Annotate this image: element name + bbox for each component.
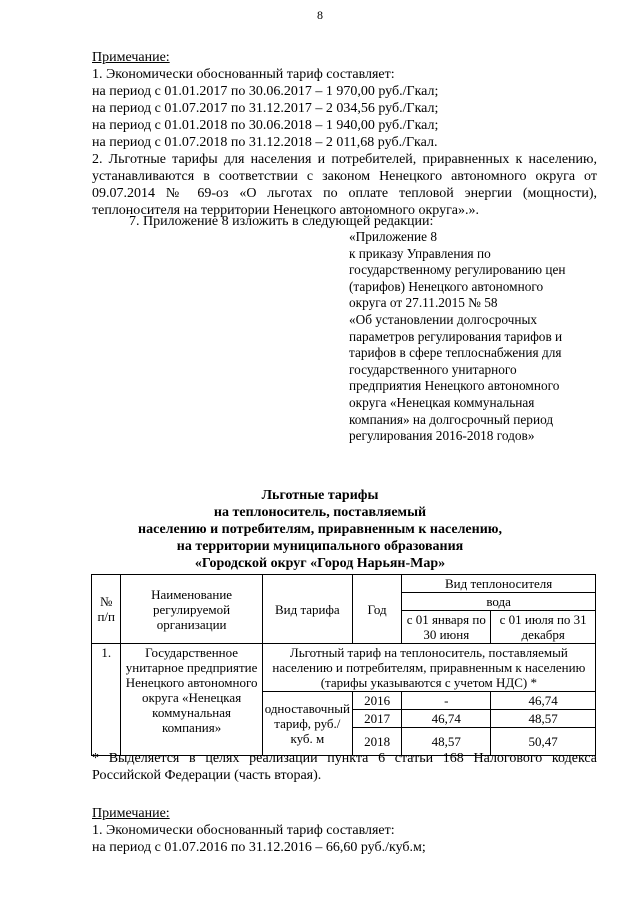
- header-org: Наименование регулируемой организации: [121, 575, 262, 644]
- tariff-table: [91, 574, 596, 756]
- title-line: населению и потребителям, приравненным к населению,: [138, 522, 502, 537]
- title-line: на территории муниципального образования: [176, 539, 464, 554]
- tariff-type: одноставочный тариф, руб./куб. м: [262, 692, 352, 756]
- header-tariff-type: Вид тарифа: [262, 575, 352, 644]
- appendix-line: «Об установлении долгосрочных: [349, 311, 538, 327]
- year-cell: 2017: [353, 710, 402, 728]
- point-7: 7. Приложение 8 изложить в следующей редакции:: [129, 214, 434, 229]
- note2-period: на период с 01.07.2016 по 31.12.2016 – 66,60 руб./куб.м;: [92, 840, 426, 855]
- header-period-1: с 01 января по 30 июня: [402, 611, 491, 644]
- appendix-line: округа от 27.11.2015 № 58: [349, 295, 498, 311]
- period-line-4: на период с 01.07.2018 по 31.12.2018 – 2 011,68 руб./Гкал.: [92, 135, 438, 150]
- appendix-line: компания» на долгосрочный период: [349, 411, 554, 427]
- appendix-line: предприятия Ненецкого автономного: [349, 378, 560, 394]
- table-title: [0, 487, 640, 572]
- title-line: Льготные тарифы: [261, 488, 379, 503]
- year-cell: 2018: [353, 728, 402, 756]
- appendix-line: регулирования 2016-2018 годов»: [349, 428, 535, 444]
- period-line-1: на период с 01.01.2017 по 30.06.2017 – 1 970,00 руб./Гкал;: [92, 84, 439, 99]
- value-cell: 46,74: [491, 692, 596, 710]
- row-number: 1.: [92, 644, 121, 756]
- header-year: Год: [353, 575, 402, 644]
- appendix-line: округа «Ненецкая коммунальная: [349, 394, 535, 410]
- appendix-line: параметров регулирования тарифов и: [349, 328, 563, 344]
- header-num: № п/п: [92, 575, 121, 644]
- value-cell: -: [402, 692, 491, 710]
- value-cell: 46,74: [402, 710, 491, 728]
- value-cell: 48,57: [402, 728, 491, 756]
- header-carrier: Вид теплоносителя: [402, 575, 596, 593]
- header-period-2: с 01 июля по 31 декабря: [491, 611, 596, 644]
- period-line-3: на период с 01.01.2018 по 30.06.2018 – 1 940,00 руб./Гкал;: [92, 118, 439, 133]
- appendix-line: тарифов в сфере теплоснабжения для: [349, 345, 562, 361]
- value-cell: 50,47: [491, 728, 596, 756]
- tariff-description: Льготный тариф на теплоноситель, поставляемый населению и потребителям, приравненным к населению (тарифы указываются с учетом НДС) *: [262, 644, 595, 692]
- organization-name: Государственное унитарное предприятие Ненецкого автономного округа «Ненецкая коммунальная компания»: [121, 644, 262, 756]
- note-item-1: 1. Экономически обоснованный тариф составляет:: [92, 67, 395, 82]
- title-line: «Городской округ «Город Нарьян-Мар»: [194, 556, 446, 571]
- note-heading: Примечание:: [92, 50, 170, 65]
- appendix-line: к приказу Управления по: [349, 245, 491, 261]
- note2-item-1: 1. Экономически обоснованный тариф составляет:: [92, 823, 395, 838]
- header-water: вода: [402, 593, 596, 611]
- appendix-line: (тарифов) Ненецкого автономного: [349, 278, 544, 294]
- footnote: * Выделяется в целях реализации пункта 6 статьи 168 Налогового кодекса Российской Федерации (часть вторая).: [92, 751, 597, 783]
- note-item-2: 2. Льготные тарифы для населения и потребителей, приравненных к населению, устанавливаются в соответствии с законом Ненецкого автономного округа от 09.07.2014 № 69-оз «О льготах по оплате тепловой энергии (мощности), теплоносителя на территории Ненецкого автономного округа».».: [92, 152, 597, 218]
- period-line-2: на период с 01.07.2017 по 31.12.2017 – 2 034,56 руб./Гкал;: [92, 101, 439, 116]
- appendix-line: «Приложение 8: [349, 229, 437, 244]
- title-line: на теплоноситель, поставляемый: [213, 505, 427, 520]
- year-cell: 2016: [353, 692, 402, 710]
- page-number: 8: [317, 8, 323, 22]
- appendix-block: [349, 229, 599, 445]
- appendix-line: государственному регулированию цен: [349, 262, 566, 278]
- appendix-line: государственного унитарного: [349, 361, 517, 377]
- value-cell: 48,57: [491, 710, 596, 728]
- note-heading-2: Примечание:: [92, 806, 170, 821]
